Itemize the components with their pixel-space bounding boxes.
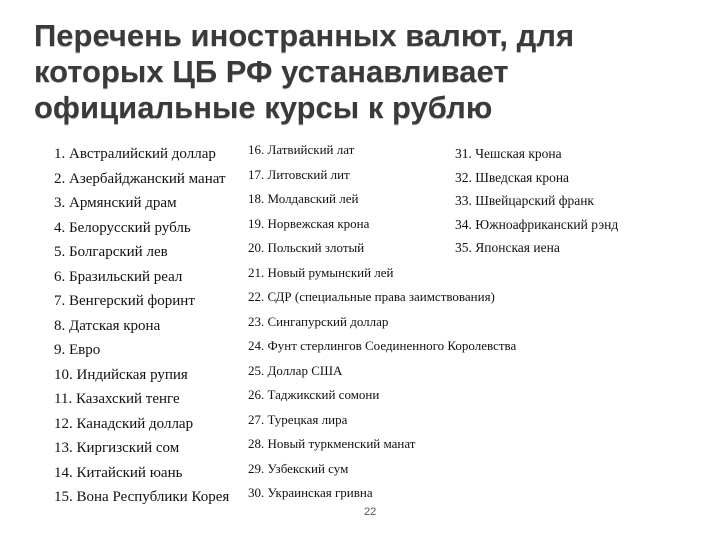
currency-item: 1. Австралийский доллар — [54, 146, 216, 162]
title-line-1: Перечень иностранных валют, для — [34, 18, 575, 53]
currency-item: 17. Литовский лит — [248, 166, 350, 182]
currency-list-panel — [40, 140, 656, 506]
currency-item: 8. Датская крона — [54, 317, 161, 334]
currency-item: 33. Швейцарский франк — [455, 193, 594, 208]
currency-item: 27. Турецкая лира — [248, 411, 348, 427]
currency-column-1 — [54, 142, 229, 510]
currency-item: 28. Новый туркменский манат — [248, 436, 416, 451]
currency-item: 22. СДР (специальные права заимствования) — [248, 289, 495, 304]
slide-title — [34, 18, 694, 126]
currency-item: 30. Украинская гривна — [248, 485, 373, 500]
currency-item: 32. Шведская крона — [455, 169, 570, 185]
currency-item: 19. Норвежская крона — [248, 215, 370, 231]
currency-item: 12. Канадский доллар — [54, 415, 194, 432]
currency-item: 10. Индийская рупия — [54, 366, 188, 383]
currency-item: 4. Белорусский рубль — [54, 219, 191, 236]
currency-item: 5. Болгарский лев — [54, 244, 168, 260]
page-number: 22 — [364, 506, 377, 518]
currency-item: 14. Китайский юань — [54, 464, 183, 481]
currency-column-3 — [455, 142, 618, 260]
currency-item: 34. Южноафриканский рэнд — [455, 216, 619, 232]
currency-item: 16. Латвийский лат — [248, 142, 355, 157]
currency-item: 2. Азербайджанский манат — [54, 170, 226, 187]
currency-item: 18. Молдавский лей — [248, 191, 359, 206]
currency-item: 9. Евро — [54, 342, 101, 358]
currency-item: 24. Фунт стерлингов Соединенного Королевства — [248, 338, 517, 353]
currency-item: 3. Армянский драм — [54, 195, 177, 211]
currency-item: 26. Таджикский сомони — [248, 387, 380, 402]
currency-item: 25. Доллар США — [248, 362, 343, 378]
currency-item: 31. Чешская крона — [455, 146, 562, 161]
currency-item: 29. Узбекский сум — [248, 460, 349, 476]
currency-item: 7. Венгерский форинт — [54, 293, 195, 309]
currency-item: 21. Новый румынский лей — [248, 264, 394, 280]
title-line-3: официальные курсы к рублю — [34, 90, 493, 125]
title-line-2: которых ЦБ РФ устанавливает — [34, 54, 509, 89]
currency-item: 6. Бразильский реал — [54, 268, 183, 285]
currency-item: 20. Польский злотый — [248, 240, 365, 255]
currency-item: 15. Вона Республики Корея — [54, 489, 230, 505]
currency-item: 11. Казахский тенге — [54, 391, 180, 407]
currency-item: 13. Киргизский сом — [54, 440, 180, 456]
currency-item: 23. Сингапурский доллар — [248, 313, 389, 329]
currency-item: 35. Японская иена — [455, 240, 560, 255]
